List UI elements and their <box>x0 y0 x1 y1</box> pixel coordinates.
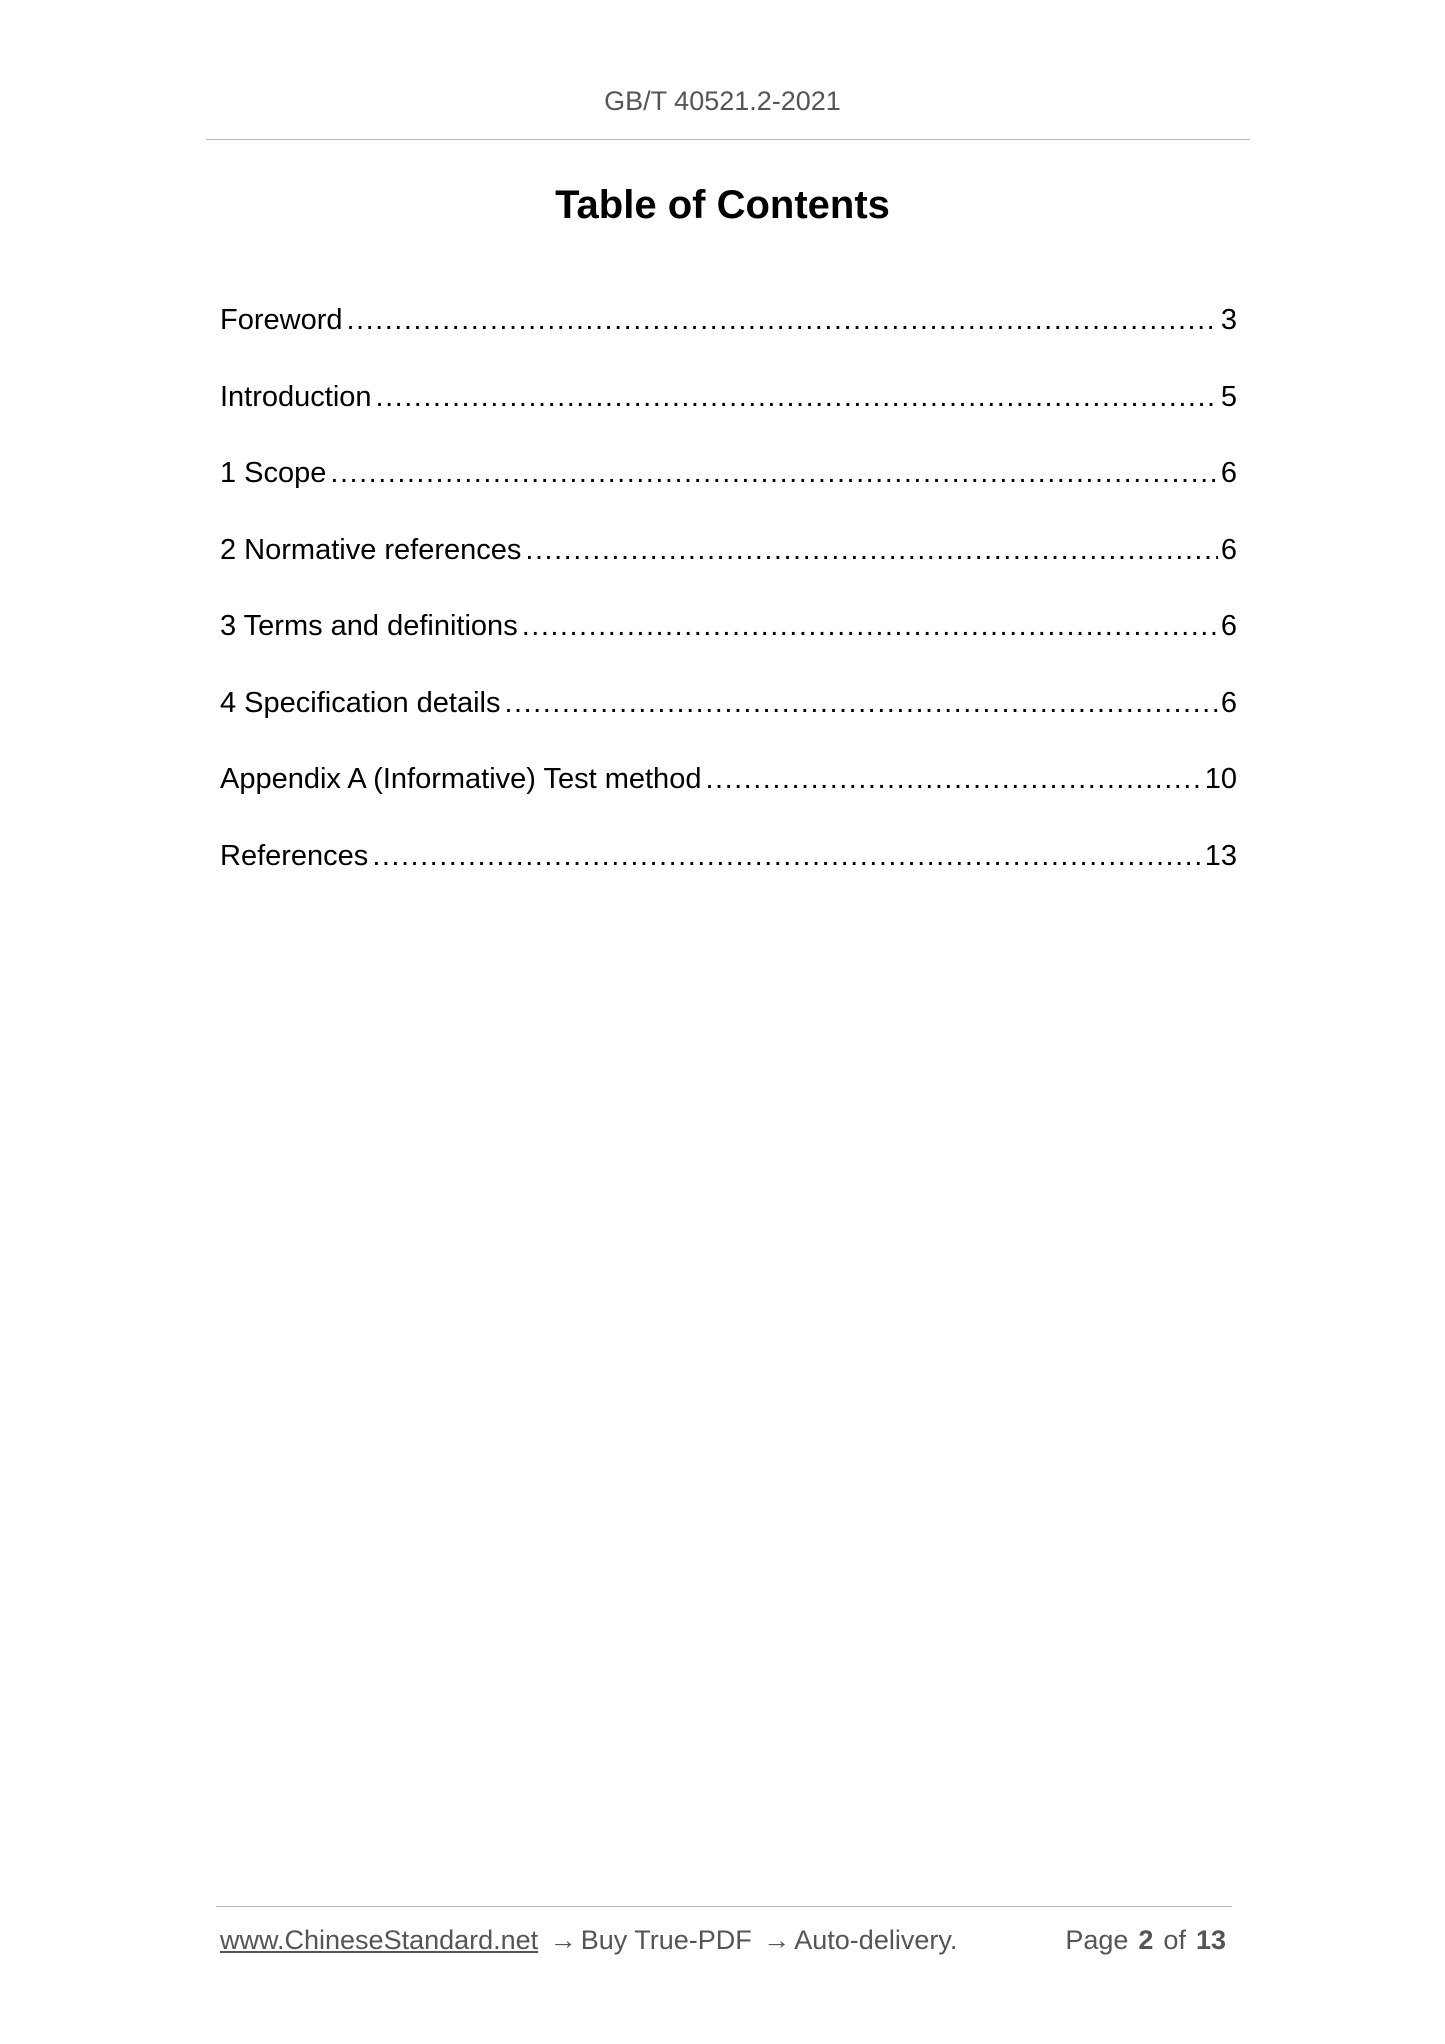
toc-entry-introduction[interactable] <box>220 381 1237 458</box>
toc-entry-page: 6 <box>1220 686 1237 719</box>
page-number <box>1065 1925 1226 1956</box>
toc-dot-leader <box>522 610 1218 643</box>
arrow-right-icon: → <box>763 1925 791 1955</box>
toc-entry-label: 3 Terms and definitions <box>220 610 518 642</box>
toc-entry-label: Foreword <box>220 304 343 336</box>
toc-dot-leader <box>376 381 1218 414</box>
buy-true-pdf-text: Buy True-PDF <box>580 1925 752 1955</box>
toc-entry-label: References <box>220 839 369 872</box>
arrow-right-icon: → <box>549 1925 577 1955</box>
toc-entry-appendix-a[interactable] <box>220 763 1237 840</box>
toc-entry-label: 1 Scope <box>220 457 327 489</box>
toc-entry-page: 3 <box>1220 304 1237 336</box>
toc-dot-leader <box>372 840 1201 873</box>
toc-entry-page: 6 <box>1220 457 1237 489</box>
toc-entry-label: 4 Specification details <box>220 686 501 719</box>
toc-entry-page: 5 <box>1220 380 1237 413</box>
toc-dot-leader <box>330 457 1217 490</box>
toc-list <box>220 304 1237 916</box>
footer-promo <box>220 1925 957 1956</box>
toc-entry-references[interactable] <box>220 840 1237 917</box>
toc-entry-label: Introduction <box>220 380 372 413</box>
current-page-number: 2 <box>1138 1925 1154 1955</box>
toc-entry-page: 6 <box>1220 533 1237 566</box>
of-word: of <box>1163 1925 1186 1955</box>
toc-entry-foreword[interactable] <box>220 304 1237 381</box>
toc-dot-leader <box>347 304 1218 337</box>
total-page-count: 13 <box>1195 1925 1226 1955</box>
toc-dot-leader <box>705 763 1201 796</box>
toc-dot-leader <box>525 534 1217 567</box>
document-code-header: GB/T 40521.2-2021 <box>604 86 841 116</box>
toc-entry-label: 2 Normative references <box>220 533 522 566</box>
toc-entry-normative-references[interactable] <box>220 534 1237 611</box>
toc-entry-specification-details[interactable] <box>220 687 1237 764</box>
toc-entry-page: 10 <box>1204 763 1237 795</box>
toc-entry-page: 13 <box>1204 839 1237 872</box>
toc-entry-terms-and-definitions[interactable] <box>220 610 1237 687</box>
page-word: Page <box>1065 1925 1129 1955</box>
footer-divider <box>216 1906 1232 1907</box>
toc-entry-scope[interactable] <box>220 457 1237 534</box>
toc-dot-leader <box>505 687 1218 720</box>
site-link[interactable]: www.ChineseStandard.net <box>220 1925 539 1955</box>
toc-entry-page: 6 <box>1220 610 1237 642</box>
toc-title: Table of Contents <box>555 183 890 227</box>
auto-delivery-text: Auto-delivery. <box>794 1925 958 1955</box>
toc-entry-label: Appendix A (Informative) Test method <box>220 763 702 795</box>
header-divider <box>206 139 1250 140</box>
